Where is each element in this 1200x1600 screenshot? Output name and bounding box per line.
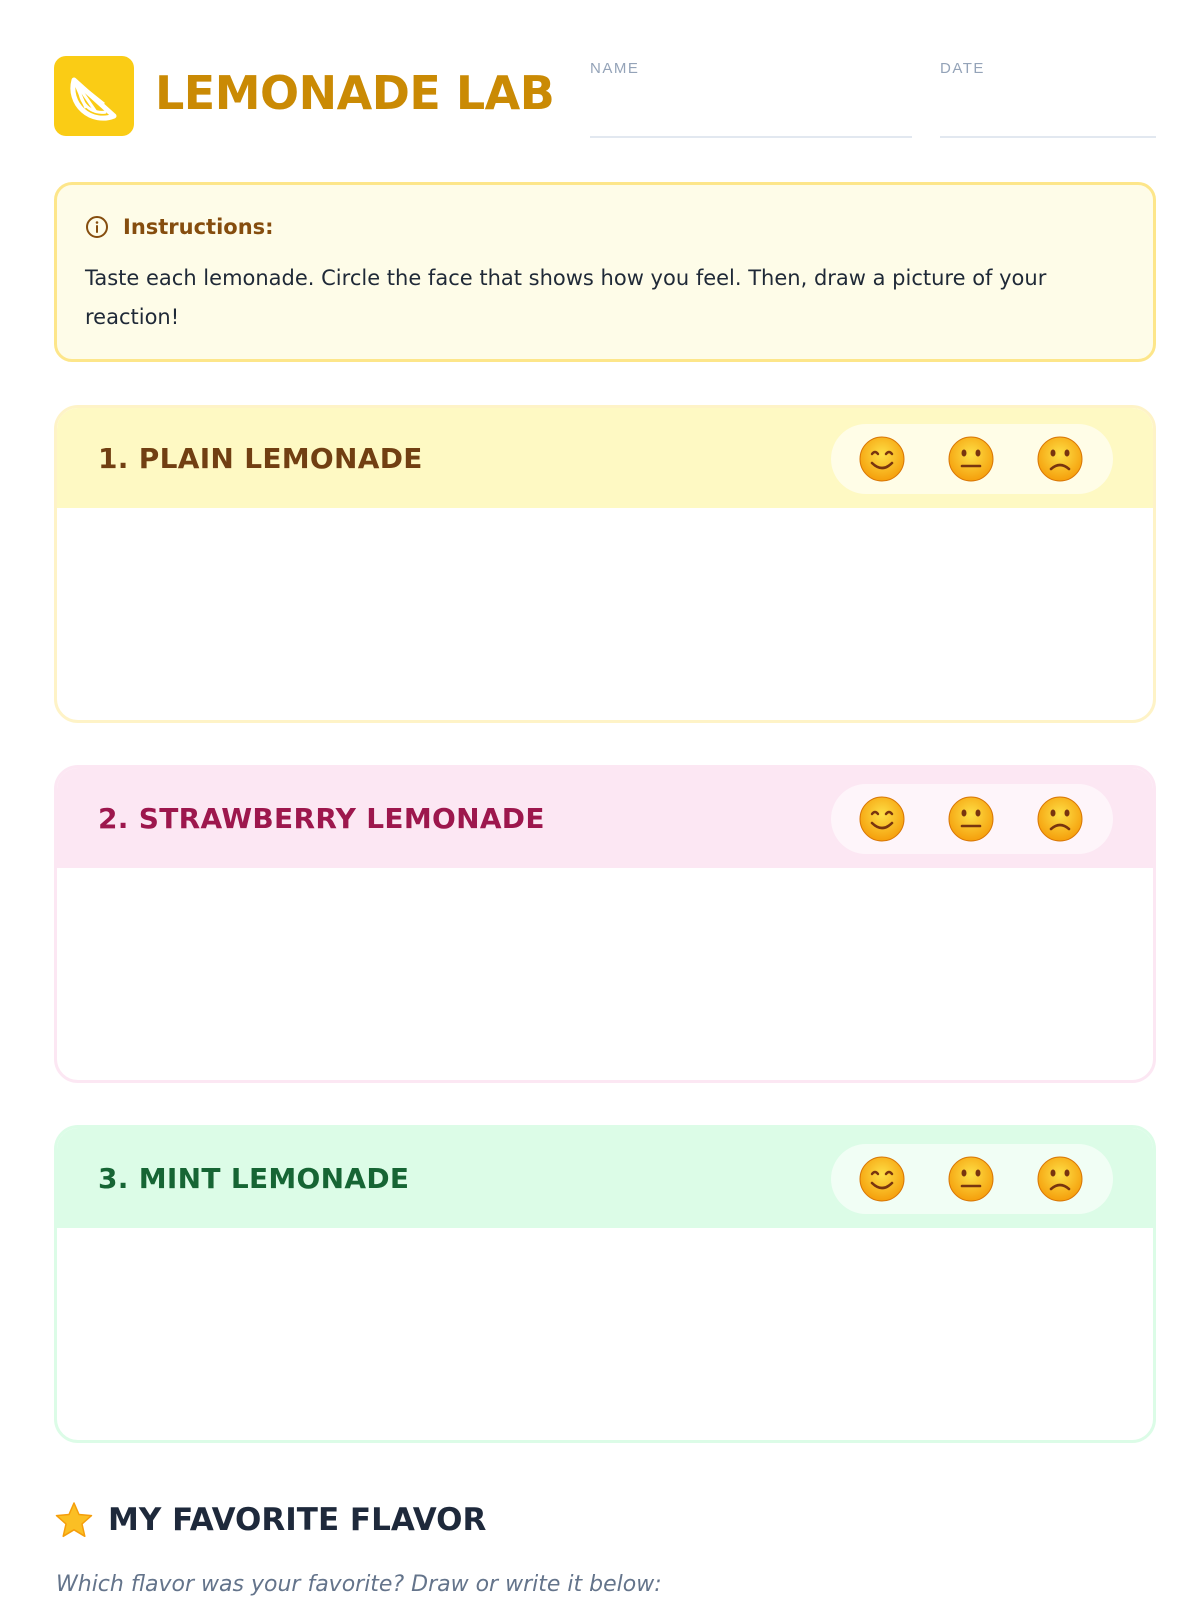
card-header [57,408,1153,508]
card-plain-lemonade [54,405,1156,723]
drawing-area[interactable] [57,868,1153,1083]
logo [54,56,134,136]
neutral-face-icon[interactable] [947,795,995,843]
instructions-heading [85,215,274,239]
name-field[interactable] [590,60,910,77]
face-rating [831,424,1113,494]
page-title: LEMONADE LAB [155,66,555,120]
instructions-text: Taste each lemonade. Circle the face that shows how you feel. Then, draw a picture of your reaction! [85,266,1047,329]
neutral-face-icon[interactable] [947,1155,995,1203]
sad-face-icon[interactable] [1036,435,1084,483]
star-icon [54,1500,94,1540]
name-line[interactable] [590,136,912,138]
card-title: 2. STRAWBERRY LEMONADE [98,802,545,835]
name-label: NAME [590,60,640,77]
sad-face-icon[interactable] [1036,795,1084,843]
card-strawberry-lemonade [54,765,1156,1083]
instructions-title: Instructions: [123,215,274,239]
card-title: 3. MINT LEMONADE [98,1162,410,1195]
happy-face-icon[interactable] [858,435,906,483]
sad-face-icon[interactable] [1036,1155,1084,1203]
date-line[interactable] [940,136,1156,138]
face-rating [831,1144,1113,1214]
favorite-title: MY FAVORITE FLAVOR [108,1502,487,1538]
header [54,56,1154,146]
info-icon [85,215,109,239]
favorite-prompt: Which flavor was your favorite? Draw or write it below: [56,1572,662,1597]
card-mint-lemonade [54,1125,1156,1443]
instructions-box [54,182,1156,362]
happy-face-icon[interactable] [858,1155,906,1203]
card-header [57,1128,1153,1228]
drawing-area[interactable] [57,1228,1153,1443]
face-rating [831,784,1113,854]
neutral-face-icon[interactable] [947,435,995,483]
lemon-slice-icon [66,70,122,122]
drawing-area[interactable] [57,508,1153,723]
date-field[interactable] [940,60,1154,77]
date-label: DATE [940,60,985,77]
happy-face-icon[interactable] [858,795,906,843]
card-header [57,768,1153,868]
card-title: 1. PLAIN LEMONADE [98,442,423,475]
favorite-heading [54,1500,486,1540]
